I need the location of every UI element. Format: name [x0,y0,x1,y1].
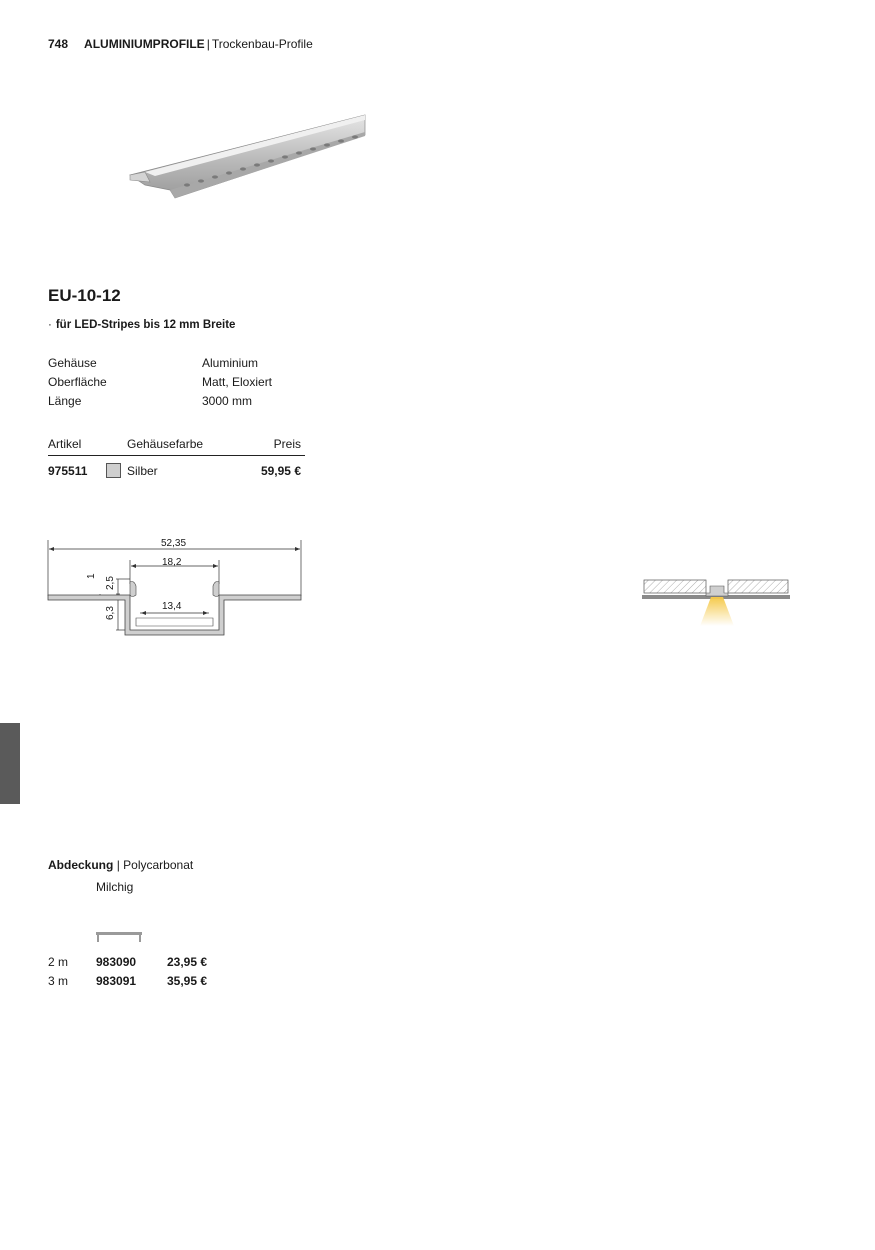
dim-depth: 6,3 [105,606,116,620]
price: 59,95 € [260,464,301,478]
spec-value: Aluminium [202,356,259,370]
cover-separator: | [116,858,120,872]
feature-text: für LED-Stripes bis 12 mm Breite [55,319,236,331]
cover-profile-icon [95,930,145,944]
cover-article: 983091 [96,974,137,988]
spec-label: Gehäuse [48,356,97,370]
product-image [125,110,370,205]
cover-label: Abdeckung [48,858,114,872]
technical-drawing [44,534,306,638]
cover-price: 23,95 € [167,955,208,969]
dim-inner-bottom: 13,4 [162,601,182,612]
dim-step: 2,5 [105,576,116,590]
cover-variant: Milchig [96,880,134,894]
bullet-dot: · [48,319,52,331]
col-price: Preis [273,437,301,451]
page-header [48,37,313,51]
sidebar-tab [0,723,20,804]
installation-illustration [640,574,792,630]
spec-label: Oberfläche [48,375,107,389]
feature-bullet [48,319,235,331]
article-table [48,436,305,485]
spec-value: 3000 mm [202,394,253,408]
product-title: EU-10-12 [48,286,121,305]
cover-length: 3 m [48,974,69,988]
cover-material: Polycarbonat [123,858,194,872]
color-name: Silber [127,464,158,478]
header-separator: | [206,37,210,51]
cover-price: 35,95 € [167,974,208,988]
page-number: 748 [48,37,69,51]
dim-inner-top: 18,2 [162,557,182,568]
header-subcategory: Trockenbau-Profile [211,37,313,51]
spec-label: Länge [48,394,82,408]
dim-total: 52,35 [161,538,187,549]
color-swatch [106,463,121,478]
cover-article: 983090 [96,955,137,969]
col-article: Artikel [48,437,82,451]
cover-title [48,858,193,872]
col-color: Gehäusefarbe [127,437,204,451]
header-category: ALUMINIUMPROFILE [84,37,205,51]
table-row [48,463,305,485]
cover-length: 2 m [48,955,69,969]
article-number: 975511 [48,464,88,478]
dim-flange: 1 [86,573,97,579]
table-header [48,436,305,456]
spec-value: Matt, Eloxiert [202,375,273,389]
